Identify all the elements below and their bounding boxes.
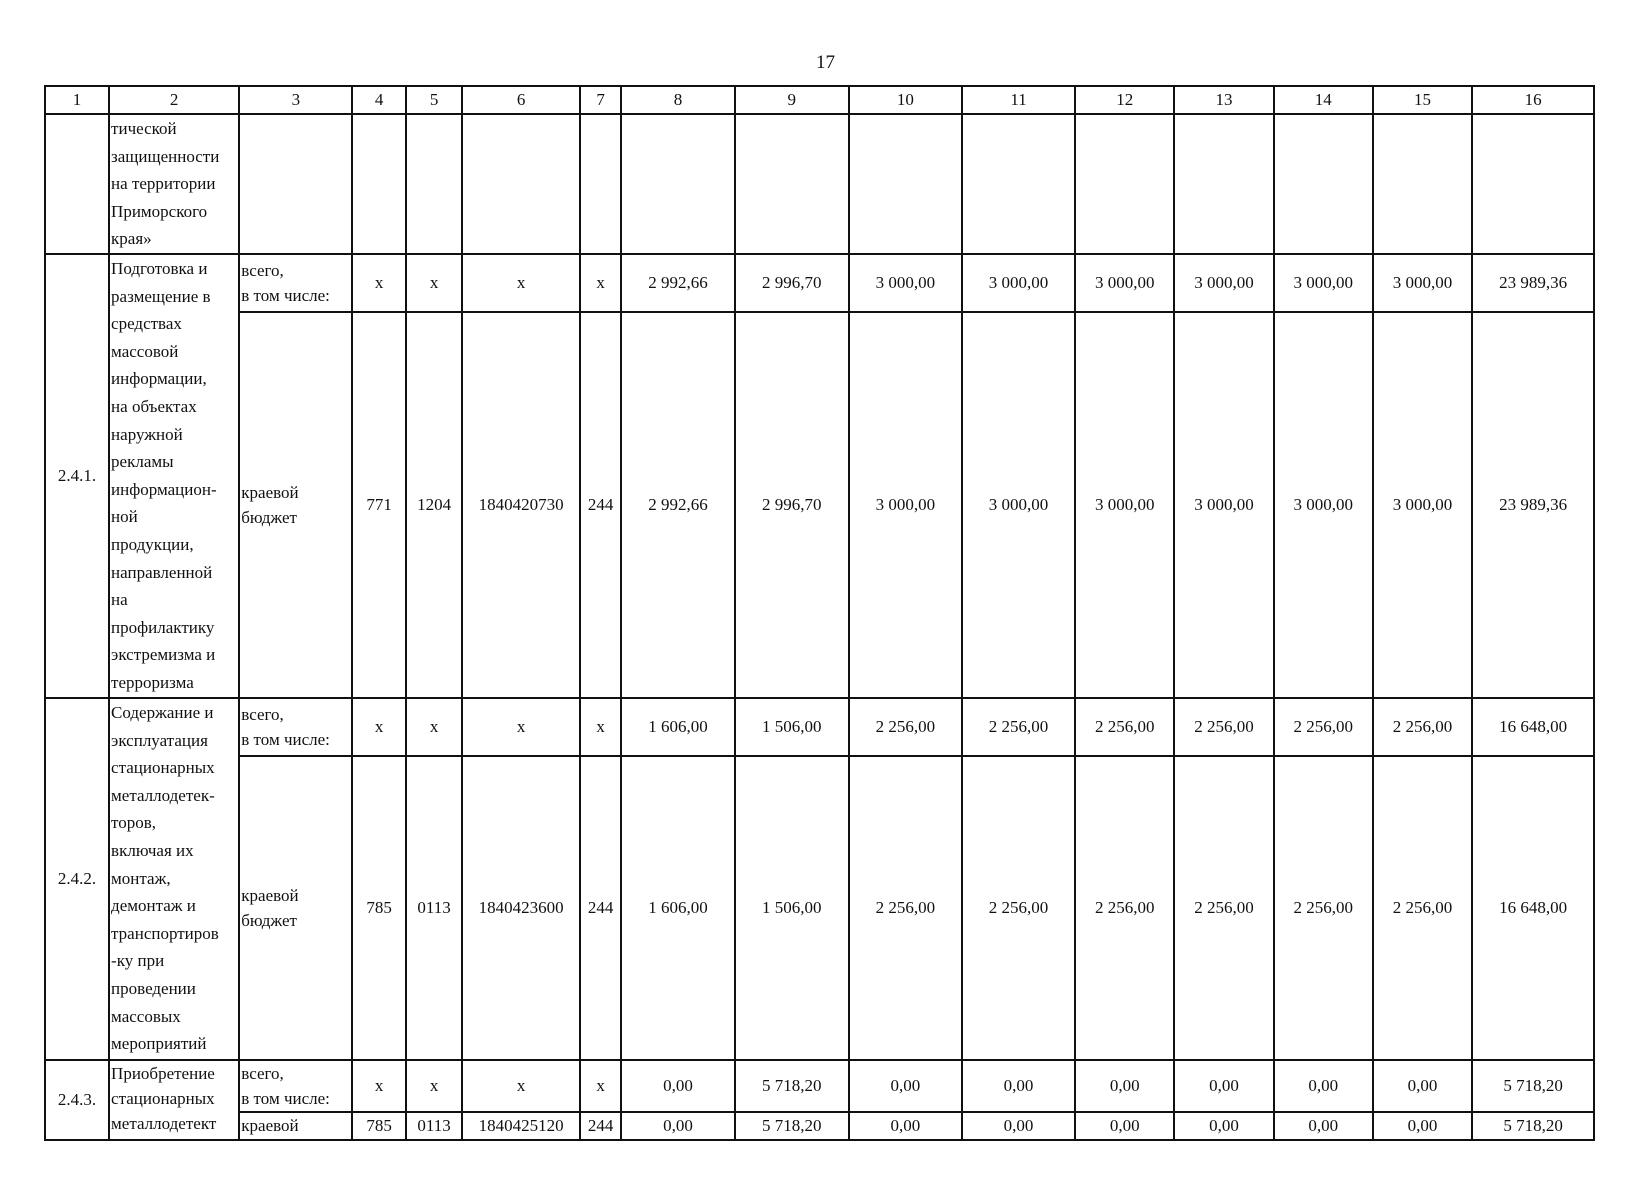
value-cell: 0,00 [1274, 1060, 1373, 1112]
name-line: Приобретение [111, 1064, 215, 1083]
source-line: в том числе: [241, 1089, 330, 1108]
col-header: 2 [109, 86, 239, 114]
value-cell: 0,00 [621, 1060, 734, 1112]
value-cell: 2 256,00 [1373, 698, 1472, 756]
value-cell: 2 256,00 [1274, 756, 1373, 1060]
value-cell: 3 000,00 [1174, 254, 1273, 312]
value-cell: 1 506,00 [735, 698, 849, 756]
item-name-cell [109, 114, 239, 254]
value-cell: 2 256,00 [962, 698, 1075, 756]
funding-source-cell [239, 756, 352, 1060]
code-cell: x [406, 1060, 463, 1112]
value-cell: 3 000,00 [962, 254, 1075, 312]
name-line: металлодетект [111, 1114, 217, 1133]
value-cell: 3 000,00 [1174, 312, 1273, 698]
col-header: 16 [1472, 86, 1594, 114]
source-line: всего, [241, 705, 284, 724]
col-header: 3 [239, 86, 352, 114]
name-line: металлодетек- [111, 785, 215, 805]
source-line: бюджет [241, 508, 297, 527]
budget-table [44, 85, 1595, 1141]
value-cell: 3 000,00 [962, 312, 1075, 698]
col-header: 9 [735, 86, 849, 114]
table-row [45, 698, 1594, 756]
name-line: информации, [111, 369, 207, 389]
col-header: 8 [621, 86, 734, 114]
total-value-cell: 5 718,20 [1472, 1112, 1594, 1140]
value-cell: 2 256,00 [849, 756, 962, 1060]
value-cell: 2 256,00 [1373, 756, 1472, 1060]
row-number-cell: 2.4.2. [45, 698, 109, 1060]
value-cell: 2 996,70 [735, 312, 849, 698]
value-cell: 0,00 [1174, 1060, 1273, 1112]
col-header: 10 [849, 86, 962, 114]
value-cell: 5 718,20 [735, 1112, 849, 1140]
source-line: в том числе: [241, 286, 330, 305]
value-cell: 0,00 [849, 1112, 962, 1140]
name-line: -ку при [111, 951, 165, 971]
header-row [45, 86, 1594, 114]
name-line: защищенности [111, 146, 220, 166]
name-line: профилактику [111, 617, 215, 637]
name-line: размещение в [111, 286, 211, 306]
item-name-cell [109, 254, 239, 698]
name-line: демонтаж и [111, 896, 196, 916]
name-line: рекламы [111, 452, 174, 472]
code-cell: x [462, 1060, 579, 1112]
funding-source-cell [239, 254, 352, 312]
col-header: 7 [580, 86, 622, 114]
name-line: эксплуатация [111, 730, 208, 750]
value-cell: 0,00 [962, 1060, 1075, 1112]
name-line: массовых [111, 1006, 181, 1026]
value-cell: 0,00 [1174, 1112, 1273, 1140]
code-cell: x [580, 1060, 622, 1112]
code-cell: x [406, 254, 463, 312]
empty-cell [621, 114, 734, 254]
name-line: средствах [111, 314, 182, 334]
code-cell: 785 [352, 1112, 405, 1140]
row-number-cell: 2.4.1. [45, 254, 109, 698]
value-cell: 2 256,00 [849, 698, 962, 756]
value-cell: 2 256,00 [1075, 756, 1174, 1060]
source-line: бюджет [241, 911, 297, 930]
name-line: монтаж, [111, 868, 171, 888]
value-cell: 5 718,20 [735, 1060, 849, 1112]
table-row [45, 1112, 1594, 1140]
code-cell: 244 [580, 1112, 622, 1140]
table-row-continuation [45, 114, 1594, 254]
value-cell: 0,00 [1373, 1060, 1472, 1112]
value-cell: 0,00 [1075, 1060, 1174, 1112]
code-cell: x [462, 254, 579, 312]
code-cell: x [406, 698, 463, 756]
code-cell: 0113 [406, 756, 463, 1060]
code-cell: x [352, 1060, 405, 1112]
col-header: 4 [352, 86, 405, 114]
empty-cell [1174, 114, 1273, 254]
empty-cell [580, 114, 622, 254]
empty-cell [352, 114, 405, 254]
name-line: торов, [111, 813, 157, 833]
name-line: экстремизма и [111, 645, 216, 665]
table-row [45, 254, 1594, 312]
page-number: 17 [816, 52, 835, 73]
name-line: на территории [111, 174, 216, 194]
name-line: тической [111, 119, 177, 138]
col-header: 13 [1174, 86, 1273, 114]
total-value-cell: 16 648,00 [1472, 756, 1594, 1060]
value-cell: 1 506,00 [735, 756, 849, 1060]
row-number-cell: 2.4.3. [45, 1060, 109, 1140]
value-cell: 3 000,00 [1274, 312, 1373, 698]
value-cell: 2 992,66 [621, 312, 734, 698]
name-line: мероприятий [111, 1034, 207, 1054]
code-cell: 1840423600 [462, 756, 579, 1060]
col-header: 6 [462, 86, 579, 114]
source-line: краевой [241, 886, 299, 905]
col-header: 1 [45, 86, 109, 114]
name-line: проведении [111, 978, 196, 998]
funding-source-cell [239, 1112, 352, 1140]
col-header: 5 [406, 86, 463, 114]
item-name-cell [109, 698, 239, 1060]
total-value-cell: 16 648,00 [1472, 698, 1594, 756]
value-cell: 1 606,00 [621, 698, 734, 756]
code-cell: x [462, 698, 579, 756]
name-line: Содержание и [111, 703, 214, 722]
name-line: стационарных [111, 1089, 215, 1108]
empty-cell [735, 114, 849, 254]
value-cell: 0,00 [1274, 1112, 1373, 1140]
name-line: информацион- [111, 479, 217, 499]
code-cell: 244 [580, 756, 622, 1060]
empty-cell [849, 114, 962, 254]
empty-cell [1373, 114, 1472, 254]
value-cell: 2 256,00 [1075, 698, 1174, 756]
name-line: края» [111, 229, 152, 249]
value-cell: 2 992,66 [621, 254, 734, 312]
col-header: 14 [1274, 86, 1373, 114]
table-row [45, 756, 1594, 1060]
col-header: 11 [962, 86, 1075, 114]
value-cell: 3 000,00 [1075, 312, 1174, 698]
value-cell: 3 000,00 [1075, 254, 1174, 312]
value-cell: 2 996,70 [735, 254, 849, 312]
funding-source-cell [239, 698, 352, 756]
code-cell: 1840420730 [462, 312, 579, 698]
empty-cell [962, 114, 1075, 254]
name-line: Подготовка и [111, 259, 208, 278]
empty-cell [239, 114, 352, 254]
name-line: массовой [111, 341, 179, 361]
value-cell: 3 000,00 [1373, 312, 1472, 698]
code-cell: x [352, 698, 405, 756]
empty-cell [1472, 114, 1594, 254]
name-line: продукции, [111, 534, 194, 554]
source-line: краевой [241, 483, 299, 502]
value-cell: 0,00 [1075, 1112, 1174, 1140]
name-line: на [111, 590, 128, 610]
col-header: 15 [1373, 86, 1472, 114]
name-line: направленной [111, 562, 213, 582]
funding-source-cell [239, 1060, 352, 1112]
code-cell: 1840425120 [462, 1112, 579, 1140]
value-cell: 0,00 [621, 1112, 734, 1140]
col-header: 12 [1075, 86, 1174, 114]
code-cell: x [580, 698, 622, 756]
value-cell: 2 256,00 [962, 756, 1075, 1060]
value-cell: 1 606,00 [621, 756, 734, 1060]
source-line: краевой [241, 1116, 299, 1135]
value-cell: 0,00 [962, 1112, 1075, 1140]
name-line: на объектах [111, 396, 197, 416]
row-number-cell [45, 114, 109, 254]
value-cell: 2 256,00 [1274, 698, 1373, 756]
code-cell: 244 [580, 312, 622, 698]
total-value-cell: 23 989,36 [1472, 254, 1594, 312]
value-cell: 0,00 [849, 1060, 962, 1112]
code-cell: 1204 [406, 312, 463, 698]
name-line: включая их [111, 840, 194, 860]
name-line: ной [111, 507, 138, 527]
name-line: транспортиров [111, 923, 219, 943]
item-name-cell [109, 1060, 239, 1140]
value-cell: 0,00 [1373, 1112, 1472, 1140]
source-line: всего, [241, 1064, 284, 1083]
value-cell: 2 256,00 [1174, 756, 1273, 1060]
name-line: стационарных [111, 758, 215, 778]
code-cell: 785 [352, 756, 405, 1060]
value-cell: 3 000,00 [849, 312, 962, 698]
total-value-cell: 5 718,20 [1472, 1060, 1594, 1112]
table-row [45, 312, 1594, 698]
value-cell: 3 000,00 [849, 254, 962, 312]
name-line: Приморского [111, 201, 208, 221]
code-cell: 0113 [406, 1112, 463, 1140]
source-line: в том числе: [241, 730, 330, 749]
value-cell: 2 256,00 [1174, 698, 1273, 756]
code-cell: x [352, 254, 405, 312]
value-cell: 3 000,00 [1373, 254, 1472, 312]
name-line: наружной [111, 424, 183, 444]
code-cell: 771 [352, 312, 405, 698]
empty-cell [1075, 114, 1174, 254]
empty-cell [1274, 114, 1373, 254]
total-value-cell: 23 989,36 [1472, 312, 1594, 698]
table-row [45, 1060, 1594, 1112]
code-cell: x [580, 254, 622, 312]
funding-source-cell [239, 312, 352, 698]
name-line: терроризма [111, 672, 194, 692]
empty-cell [462, 114, 579, 254]
empty-cell [406, 114, 463, 254]
table-header [45, 86, 1594, 114]
source-line: всего, [241, 261, 284, 280]
value-cell: 3 000,00 [1274, 254, 1373, 312]
